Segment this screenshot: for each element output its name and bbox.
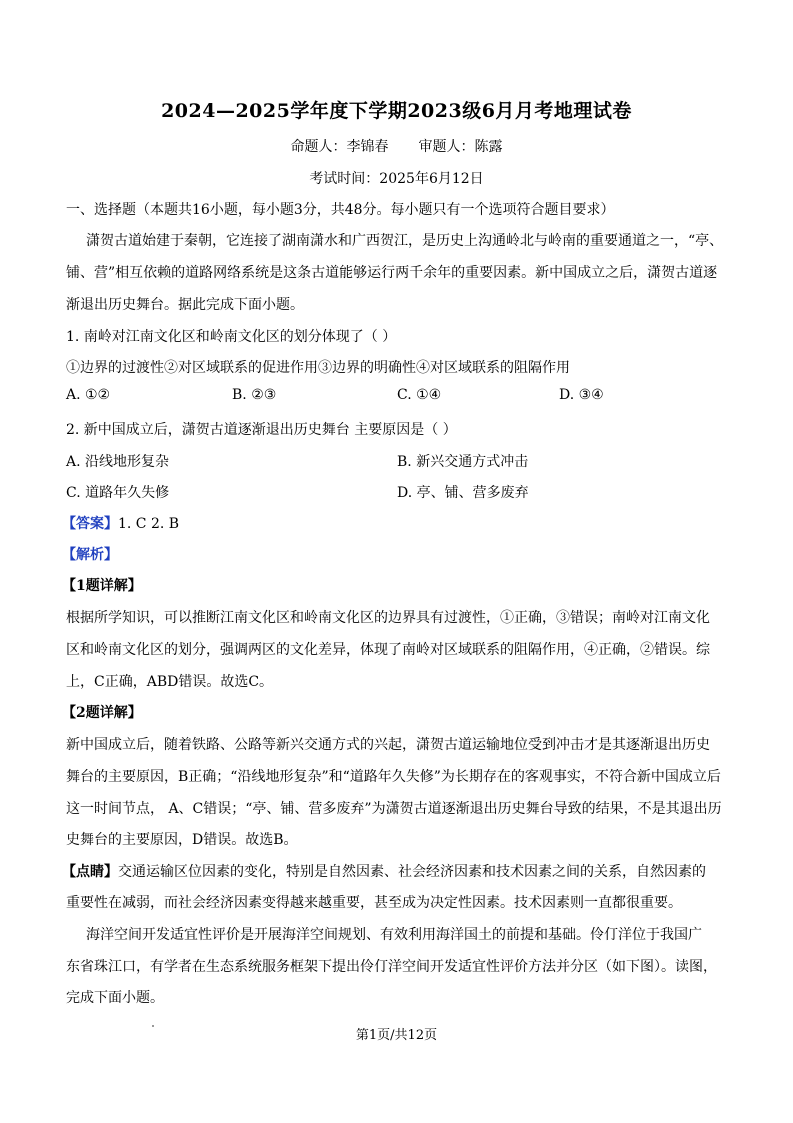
detail-2-line: 新中国成立后，随着铁路、公路等新兴交通方式的兴起，潇贺古道运输地位受到冲击才是其逐渐退出历史 — [66, 737, 710, 753]
detail-2-heading — [62, 702, 142, 722]
answer-line — [62, 513, 179, 533]
detail-1-heading — [62, 575, 142, 595]
author-line — [0, 136, 793, 156]
section-heading: 一、选择题（本题共16小题，每小题3分，共48分。每小题只有一个选项符合题目要求） — [66, 202, 615, 218]
tip-line: 重要性在减弱，而社会经济因素变得越来越重要，甚至成为决定性因素。技术因素则一直都很重要。 — [66, 895, 682, 911]
tip-line — [62, 861, 706, 881]
question-1-statements: ①边界的过渡性②对区域联系的促进作用③边界的明确性④对区域联系的阻隔作用 — [66, 360, 570, 376]
question-1-stem: 1. 南岭对江南文化区和岭南文化区的划分体现了（ ） — [66, 329, 397, 345]
q2-option-c: C. 道路年久失修 — [66, 485, 170, 501]
q1-option-d: D. ③④ — [559, 387, 604, 403]
tip-text: 交通运输区位因素的变化，特别是自然因素、社会经济因素和技术因素之间的关系，自然因素的 — [118, 864, 706, 880]
passage-line: 海洋空间开发适宜性评价是开展海洋空间规划、有效利用海洋国土的前提和基础。伶仃洋位于我国广 — [86, 927, 702, 943]
exam-title: 2024—2025学年度下学期2023级6月月考地理试卷 — [161, 100, 632, 122]
tip-label: 【点睛】 — [62, 864, 118, 880]
analysis-heading — [62, 544, 118, 564]
reviewer-name: 审题人：陈露 — [418, 139, 503, 155]
detail-1-line: 根据所学知识，可以推断江南文化区和岭南文化区的边界具有过渡性，①正确，③错误；南岭对江南文化 — [66, 610, 710, 626]
analysis-label: 【解析】 — [62, 547, 118, 563]
detail-2-line: 舞台的主要原因，B正确；“沿线地形复杂”和“道路年久失修”为长期存在的客观事实，不符合新中国成立后 — [66, 769, 721, 785]
q1-option-a: A. ①② — [66, 387, 111, 403]
q2-option-d: D. 亭、铺、营多废弃 — [397, 485, 529, 501]
exam-time: 考试时间：2025年6月12日 — [309, 171, 484, 187]
q1-option-b: B. ②③ — [232, 387, 277, 403]
q1-option-c: C. ①④ — [397, 387, 442, 403]
passage-line: 潇贺古道始建于秦朝，它连接了湖南潇水和广西贺江，是历史上沟通岭北与岭南的重要通道之一，“亭、 — [86, 233, 724, 249]
q2-option-a: A. 沿线地形复杂 — [66, 454, 170, 470]
passage-line: 渐退出历史舞台。据此完成下面小题。 — [66, 297, 304, 313]
detail-2-label: 【2题详解】 — [62, 705, 142, 721]
page-number: 第1页/共12页 — [355, 1028, 438, 1043]
answer-text: 1. C 2. B — [118, 516, 180, 532]
passage-line: 铺、营”相互依赖的道路网络系统是这条古道能够运行两千余年的重要因素。新中国成立之后，潇贺古道逐 — [66, 265, 718, 281]
detail-1-line: 上，C正确，ABD错误。故选C。 — [66, 674, 274, 690]
passage-line: 完成下面小题。 — [66, 990, 164, 1006]
detail-1-label: 【1题详解】 — [62, 578, 142, 594]
question-2-stem: 2. 新中国成立后，潇贺古道逐渐退出历史舞台 主要原因是（ ） — [66, 422, 457, 438]
passage-line: 东省珠江口，有学者在生态系统服务框架下提出伶仃洋空间开发适宜性评价方法并分区（如下图）。读图， — [66, 959, 717, 975]
detail-2-line: 史舞台的主要原因，D错误。故选B。 — [66, 832, 298, 848]
q2-option-b: B. 新兴交通方式冲击 — [397, 454, 529, 470]
detail-2-line: 这一时间节点， A、C错误；“亭、铺、营多废弃”为潇贺古道逐渐退出历史舞台导致的结果，不是其退出历 — [66, 801, 722, 817]
setter-name: 命题人：李锦春 — [290, 139, 389, 155]
detail-1-line: 区和岭南文化区的划分，强调两区的文化差异，体现了南岭对区域联系的阻隔作用，④正确，②错误。综 — [66, 642, 710, 658]
answer-label: 【答案】 — [62, 516, 118, 532]
